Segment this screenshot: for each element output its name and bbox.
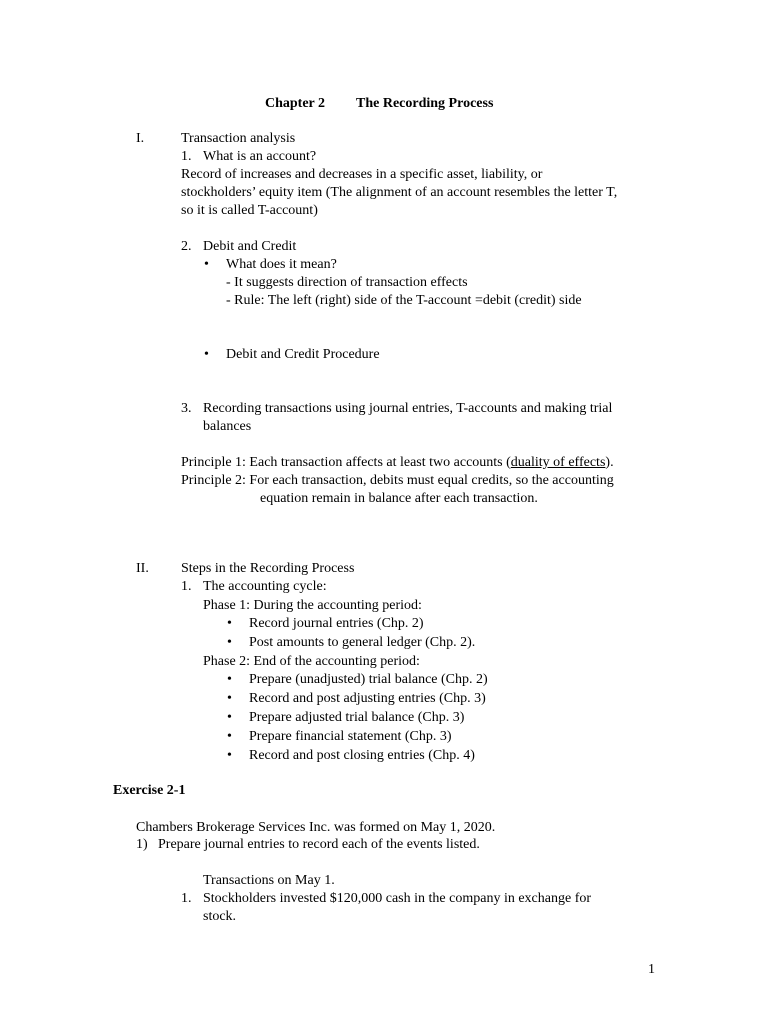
- phase-2-item: • Prepare financial statement (Chp. 3): [249, 728, 452, 746]
- section-1-heading: Transaction analysis: [181, 131, 296, 146]
- transaction-1-line: stock.: [203, 909, 237, 924]
- page-number: 1: [648, 962, 655, 977]
- account-definition-line: Record of increases and decreases in a specific asset, liability, or: [181, 167, 543, 182]
- phase-2-item: • Prepare adjusted trial balance (Chp. 3): [249, 709, 464, 727]
- phase-2-label: Phase 2: End of the accounting period:: [203, 654, 420, 669]
- item-1-number: 1.: [181, 149, 192, 164]
- section-2-heading: Steps in the Recording Process: [181, 561, 355, 576]
- principle-2-line: equation remain in balance after each transaction.: [260, 491, 538, 506]
- sub-point-rule: - Rule: The left (right) side of the T-account =debit (credit) side: [226, 293, 582, 308]
- bullet-what-does-it-mean: • What does it mean?: [226, 256, 337, 274]
- item-3-number: 3.: [181, 401, 192, 416]
- section-2-numeral: II.: [136, 561, 149, 576]
- principle-1-underlined: duality of effects: [510, 455, 606, 470]
- transaction-1-number: 1.: [181, 891, 192, 906]
- principle-1-text: Principle 1: Each transaction affects at least two accounts (: [181, 455, 511, 470]
- account-definition-line: stockholders’ equity item (The alignment of an account resembles the letter T,: [181, 185, 618, 200]
- account-definition-line: so it is called T-account): [181, 203, 318, 218]
- section-1-numeral: I.: [136, 131, 145, 146]
- bullet-debit-credit-procedure: • Debit and Credit Procedure: [226, 346, 380, 364]
- principle-1-end: ).: [605, 455, 614, 470]
- phase-2-item: • Record and post closing entries (Chp. 4): [249, 747, 475, 765]
- chapter-number: Chapter 2: [265, 96, 326, 111]
- phase-1-item: • Record journal entries (Chp. 2): [249, 615, 424, 633]
- item-1-label: What is an account?: [203, 149, 317, 164]
- item-3-line: Recording transactions using journal entries, T-accounts and making trial: [203, 401, 613, 416]
- exercise-intro: Chambers Brokerage Services Inc. was formed on May 1, 2020.: [136, 820, 496, 835]
- question-text: Prepare journal entries to record each of the events listed.: [158, 837, 480, 852]
- phase-1-label: Phase 1: During the accounting period:: [203, 598, 422, 613]
- item-2-number: 2.: [181, 239, 192, 254]
- principle-1: [181, 454, 614, 472]
- transactions-label: Transactions on May 1.: [203, 873, 335, 888]
- chapter-title: The Recording Process: [356, 96, 494, 111]
- item-2-label: Debit and Credit: [203, 239, 297, 254]
- principle-2-line: Principle 2: For each transaction, debits must equal credits, so the accounting: [181, 473, 614, 488]
- exercise-title: Exercise 2-1: [113, 783, 186, 798]
- transaction-1-line: Stockholders invested $120,000 cash in the company in exchange for: [203, 891, 592, 906]
- sub-point-direction: - It suggests direction of transaction effects: [226, 275, 468, 290]
- phase-2-item: • Prepare (unadjusted) trial balance (Chp. 2): [249, 671, 488, 689]
- phase-1-item: • Post amounts to general ledger (Chp. 2).: [249, 634, 475, 652]
- cycle-number: 1.: [181, 579, 192, 594]
- cycle-label: The accounting cycle:: [203, 579, 327, 594]
- question-number: 1): [136, 837, 148, 852]
- phase-2-item: • Record and post adjusting entries (Chp. 3): [249, 690, 486, 708]
- item-3-line: balances: [203, 419, 252, 434]
